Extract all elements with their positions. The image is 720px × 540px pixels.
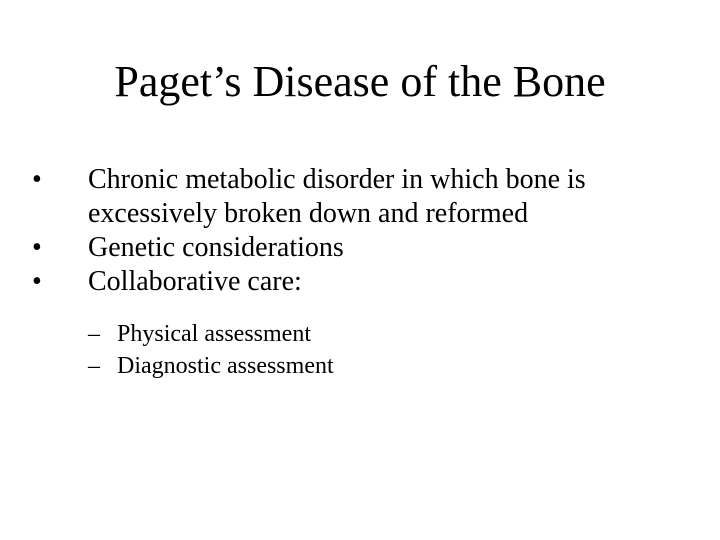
bullet-item	[32, 163, 692, 231]
sub-bullet-list	[88, 316, 688, 382]
sub-bullet-text: Diagnostic assessment	[117, 353, 334, 379]
sub-bullet-item	[88, 350, 688, 382]
sub-bullet-marker: –	[88, 353, 100, 379]
bullet-marker: •	[32, 266, 42, 297]
bullet-text: Chronic metabolic disorder in which bone is excessively broken down and reformed	[88, 164, 586, 229]
slide-title: Paget’s Disease of the Bone	[114, 57, 606, 106]
bullet-text: Collaborative care:	[88, 266, 302, 297]
bullet-list	[32, 163, 692, 299]
bullet-item	[32, 231, 692, 265]
bullet-item	[32, 265, 692, 299]
sub-bullet-text: Physical assessment	[117, 321, 311, 347]
bullet-marker: •	[32, 232, 42, 263]
bullet-marker: •	[32, 164, 42, 195]
sub-bullet-item	[88, 318, 688, 350]
sub-bullet-marker: –	[88, 321, 100, 347]
bullet-text: Genetic considerations	[88, 232, 344, 263]
